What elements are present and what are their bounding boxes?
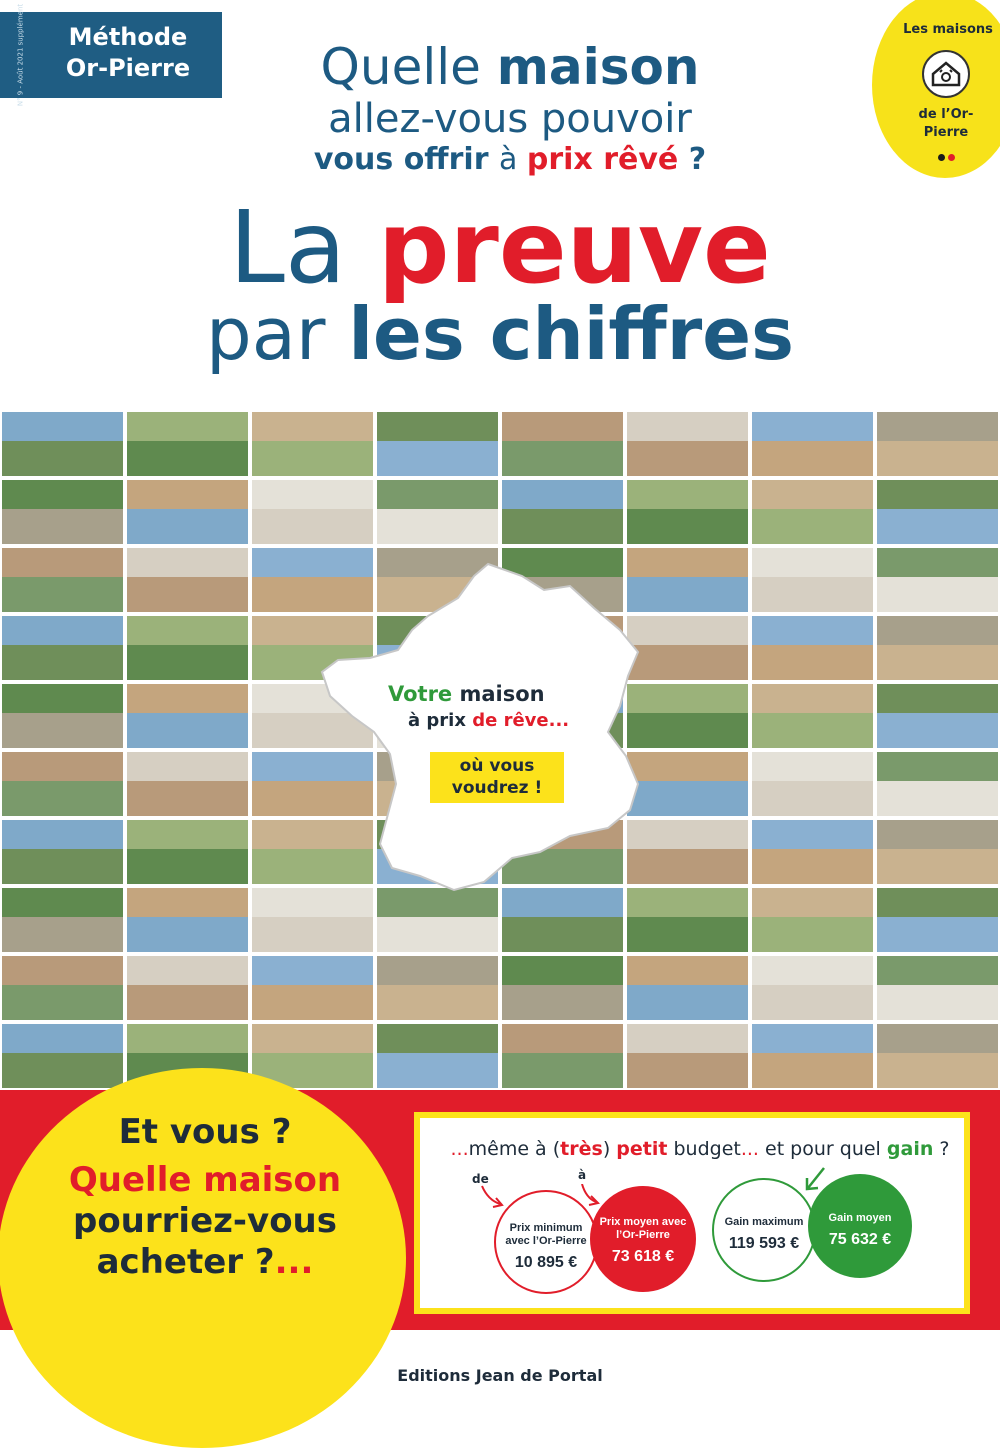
house-photo — [500, 410, 625, 478]
house-photo — [875, 614, 1000, 682]
house-photo — [0, 1022, 125, 1090]
house-photo — [250, 478, 375, 546]
house-photo — [750, 614, 875, 682]
brand-title: Les maisons — [903, 22, 993, 37]
budget-title: ...même à (très) petit budget... et pour quel gain ? — [450, 1138, 950, 1160]
house-photo — [750, 478, 875, 546]
house-photo — [750, 1022, 875, 1090]
house-photo — [875, 818, 1000, 886]
main-title-line1: La preuve — [229, 189, 771, 306]
house-photo — [875, 478, 1000, 546]
house-photo — [250, 954, 375, 1022]
brand-subtitle: de l’Or- Pierre — [918, 107, 974, 140]
house-photo — [500, 478, 625, 546]
map-title: Votre maison — [388, 682, 545, 706]
question-line4: acheter ?... — [96, 1242, 314, 1282]
house-photo — [0, 614, 125, 682]
house-photo — [500, 954, 625, 1022]
house-photo — [875, 750, 1000, 818]
house-photo — [375, 954, 500, 1022]
house-photo — [875, 682, 1000, 750]
stat-max-gain: Gain maximum 119 593 € — [712, 1178, 816, 1282]
house-photo — [625, 1022, 750, 1090]
house-photo — [0, 546, 125, 614]
house-photo — [500, 1022, 625, 1090]
house-photo — [125, 682, 250, 750]
house-photo — [750, 682, 875, 750]
house-photo — [750, 886, 875, 954]
question-line3: pourriez-vous — [72, 1201, 337, 1241]
stat-avg-gain: Gain moyen 75 632 € — [808, 1174, 912, 1278]
house-photo — [125, 614, 250, 682]
from-label: de — [472, 1172, 489, 1186]
publisher: Editions Jean de Portal — [397, 1366, 603, 1385]
house-photo — [0, 818, 125, 886]
house-photo — [750, 546, 875, 614]
map-subtitle: à prix de rêve... — [408, 710, 570, 731]
headline-line1: Quelle maison — [320, 38, 700, 96]
house-photo — [125, 478, 250, 546]
house-photo — [875, 1022, 1000, 1090]
house-photo — [875, 954, 1000, 1022]
house-photo — [0, 478, 125, 546]
main-title-line2: par les chiffres — [206, 292, 794, 376]
house-photo — [250, 410, 375, 478]
house-photo — [875, 886, 1000, 954]
house-photo — [0, 410, 125, 478]
house-photo — [750, 750, 875, 818]
house-photo — [125, 410, 250, 478]
method-label: Méthode Or-Pierre — [65, 23, 191, 82]
headline-line3: vous offrir à prix rêvé ? — [313, 142, 707, 177]
house-photo — [750, 818, 875, 886]
house-photo — [125, 954, 250, 1022]
house-photo — [125, 886, 250, 954]
house-photo — [125, 818, 250, 886]
house-photo — [375, 1022, 500, 1090]
house-photo — [0, 750, 125, 818]
to-label: à — [578, 1168, 587, 1182]
house-photo — [125, 546, 250, 614]
house-photo — [0, 682, 125, 750]
headline-line2: allez-vous pouvoir — [328, 96, 692, 142]
house-photo — [375, 410, 500, 478]
house-photo — [0, 886, 125, 954]
house-photo — [0, 954, 125, 1022]
house-photo — [625, 954, 750, 1022]
house-photo — [125, 750, 250, 818]
house-photo — [375, 478, 500, 546]
house-photo — [625, 478, 750, 546]
house-photo — [750, 410, 875, 478]
question-line2: Quelle maison — [68, 1160, 342, 1200]
map-callout: où vous voudrez ! — [430, 752, 564, 803]
house-photo — [875, 546, 1000, 614]
house-photo — [625, 410, 750, 478]
house-photo — [750, 954, 875, 1022]
issue-info: N° 9 - Août 2021 supplément — [16, 3, 25, 107]
stat-min-price: Prix minimum avec l’Or-Pierre 10 895 € — [494, 1190, 598, 1294]
question-line1: Et vous ? — [118, 1112, 292, 1152]
stat-avg-price: Prix moyen avec l’Or-Pierre 73 618 € — [590, 1186, 696, 1292]
france-map — [308, 556, 680, 908]
house-photo — [875, 410, 1000, 478]
